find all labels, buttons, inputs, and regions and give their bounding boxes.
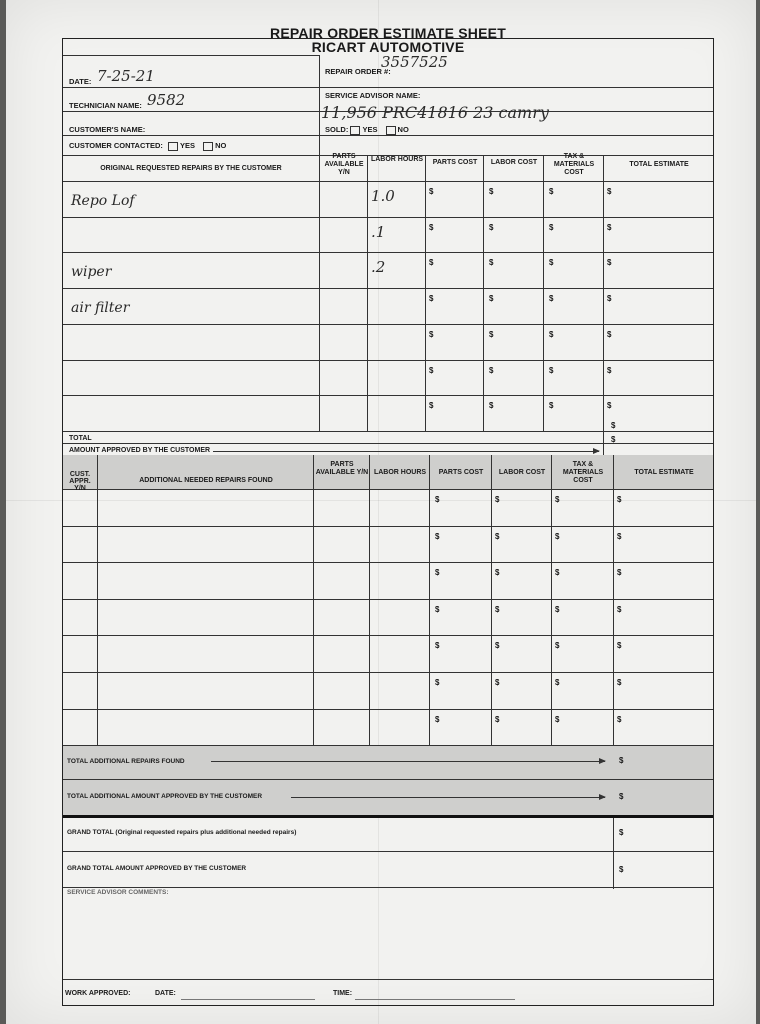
- dollar-sign: $: [435, 678, 440, 687]
- dollar-sign: $: [429, 401, 434, 411]
- dollar-sign: $: [607, 294, 612, 304]
- col-total-estimate-2: TOTAL ESTIMATE: [634, 469, 694, 476]
- work-approved-label: WORK APPROVED:: [65, 990, 131, 997]
- company-name: RICART AUTOMOTIVE: [311, 39, 465, 55]
- arrow-icon: [291, 797, 605, 798]
- time-label: TIME:: [333, 990, 353, 997]
- dollar-sign: $: [555, 678, 560, 687]
- dollar-sign: $: [549, 222, 554, 232]
- estimate-form: [62, 25, 714, 1006]
- repair-order-value: 3557525: [381, 53, 448, 71]
- paper-sheet: [6, 0, 756, 1024]
- total-additional-label: TOTAL ADDITIONAL REPAIRS FOUND: [67, 758, 185, 765]
- arrow-icon: [211, 761, 605, 762]
- dollar-sign: $: [495, 678, 500, 687]
- dollar-sign: $: [429, 365, 434, 375]
- dollar-sign: $: [489, 187, 494, 196]
- dollar-sign: $: [429, 187, 434, 196]
- repair-description: wiper: [71, 264, 112, 281]
- dollar-sign: $: [435, 531, 440, 541]
- dollar-sign: $: [429, 329, 434, 339]
- dollar-sign: $: [435, 495, 440, 504]
- sold-field: SOLD: YES NO: [325, 125, 409, 134]
- dollar-sign: $: [555, 495, 560, 504]
- grand-total-label: GRAND TOTAL (Original requested repairs plus additional needed repairs): [67, 829, 297, 836]
- col-parts-cost: PARTS COST: [432, 159, 478, 166]
- col-labor-hours-2: LABOR HOURS: [373, 469, 427, 476]
- technician-value: 9582: [147, 91, 186, 109]
- total-additional-approved-dollar: $: [619, 792, 624, 801]
- labor-hours-value: .2: [371, 258, 386, 277]
- dollar-sign: $: [495, 604, 500, 614]
- arrow-icon: [213, 451, 599, 452]
- dollar-sign: $: [549, 401, 554, 411]
- dollar-sign: $: [555, 531, 560, 541]
- dollar-sign: $: [489, 222, 494, 232]
- amount-approved-label: AMOUNT APPROVED BY THE CUSTOMER: [69, 447, 211, 454]
- dollar-sign: $: [549, 258, 554, 268]
- total-label: TOTAL: [69, 435, 92, 442]
- dollar-sign: $: [607, 365, 612, 375]
- dollar-sign: $: [549, 187, 554, 196]
- sold-yes-checkbox[interactable]: [350, 126, 360, 135]
- dollar-sign: $: [435, 714, 440, 724]
- grand-total-dollar: $: [619, 828, 624, 837]
- total-dollar: $: [611, 421, 616, 430]
- approved-dollar: $: [611, 435, 616, 444]
- dollar-sign: $: [435, 641, 440, 651]
- col-tax-materials: TAX & MATERIALS COST: [553, 153, 595, 176]
- dollar-sign: $: [435, 568, 440, 578]
- dollar-sign: $: [607, 401, 612, 411]
- contacted-no-checkbox[interactable]: [203, 142, 213, 151]
- date-label: DATE:: [69, 77, 92, 86]
- dollar-sign: $: [607, 187, 612, 196]
- dollar-sign: $: [495, 641, 500, 651]
- total-additional-approved-label: TOTAL ADDITIONAL AMOUNT APPROVED BY THE CUSTOMER: [67, 793, 263, 800]
- grand-total-approved-label: GRAND TOTAL AMOUNT APPROVED BY THE CUSTOMER: [67, 865, 247, 872]
- dollar-sign: $: [555, 641, 560, 651]
- col-tax-materials-2: TAX & MATERIALS COST: [562, 461, 604, 484]
- dollar-sign: $: [489, 258, 494, 268]
- dollar-sign: $: [489, 329, 494, 339]
- customer-name-label: CUSTOMER'S NAME:: [69, 125, 146, 134]
- technician-label: TECHNICIAN NAME:: [69, 101, 142, 110]
- repair-order-label: REPAIR ORDER #:: [325, 67, 391, 76]
- col-parts-cost-2: PARTS COST: [438, 469, 484, 476]
- dollar-sign: $: [495, 531, 500, 541]
- col-labor-cost-2: LABOR COST: [498, 469, 546, 476]
- repair-description: air filter: [71, 300, 130, 317]
- labor-hours-value: .1: [371, 222, 386, 241]
- dollar-sign: $: [429, 294, 434, 304]
- dollar-sign: $: [617, 678, 622, 687]
- dollar-sign: $: [617, 568, 622, 578]
- col-additional-repairs: ADDITIONAL NEEDED REPAIRS FOUND: [139, 477, 273, 484]
- dollar-sign: $: [549, 329, 554, 339]
- col-labor-hours: LABOR HOURS: [370, 156, 424, 163]
- dollar-sign: $: [555, 568, 560, 578]
- col-labor-cost: LABOR COST: [490, 159, 538, 166]
- col-total-estimate: TOTAL ESTIMATE: [629, 161, 689, 168]
- dollar-sign: $: [555, 604, 560, 614]
- dollar-sign: $: [617, 604, 622, 614]
- dollar-sign: $: [607, 222, 612, 232]
- dollar-sign: $: [549, 294, 554, 304]
- service-advisor-label: SERVICE ADVISOR NAME:: [325, 91, 421, 100]
- comments-label: SERVICE ADVISOR COMMENTS:: [67, 889, 169, 896]
- dollar-sign: $: [429, 222, 434, 232]
- dollar-sign: $: [429, 258, 434, 268]
- date-label-footer: DATE:: [155, 990, 176, 997]
- repair-description: Repo Lof: [71, 193, 135, 209]
- dollar-sign: $: [489, 365, 494, 375]
- total-additional-dollar: $: [619, 756, 624, 765]
- col-cust-appr: CUST. APPR. Y/N: [69, 471, 91, 492]
- dollar-sign: $: [549, 365, 554, 375]
- col-parts-available-2: PARTS AVAILABLE Y/N: [315, 461, 369, 476]
- form-title: REPAIR ORDER ESTIMATE SHEET: [270, 25, 506, 41]
- customer-contacted-field: CUSTOMER CONTACTED: YES NO: [69, 141, 227, 150]
- dollar-sign: $: [489, 401, 494, 411]
- dollar-sign: $: [607, 258, 612, 268]
- dollar-sign: $: [495, 714, 500, 724]
- col-parts-available: PARTS AVAILABLE Y/N: [324, 153, 364, 176]
- dollar-sign: $: [435, 604, 440, 614]
- dollar-sign: $: [495, 568, 500, 578]
- dollar-sign: $: [555, 714, 560, 724]
- dollar-sign: $: [617, 641, 622, 651]
- grand-total-approved-dollar: $: [619, 865, 624, 874]
- contacted-yes-checkbox[interactable]: [168, 142, 178, 151]
- dollar-sign: $: [489, 294, 494, 304]
- vehicle-info: 11,956 PRC41816 23 camry: [321, 103, 549, 122]
- dollar-sign: $: [617, 531, 622, 541]
- dollar-sign: $: [617, 495, 622, 504]
- sold-no-checkbox[interactable]: [386, 126, 396, 135]
- date-value: 7-25-21: [97, 67, 155, 85]
- dollar-sign: $: [617, 714, 622, 724]
- dollar-sign: $: [607, 329, 612, 339]
- dollar-sign: $: [495, 495, 500, 504]
- col-original-repairs: ORIGINAL REQUESTED REPAIRS BY THE CUSTOMER: [100, 165, 282, 172]
- labor-hours-value: 1.0: [371, 187, 395, 205]
